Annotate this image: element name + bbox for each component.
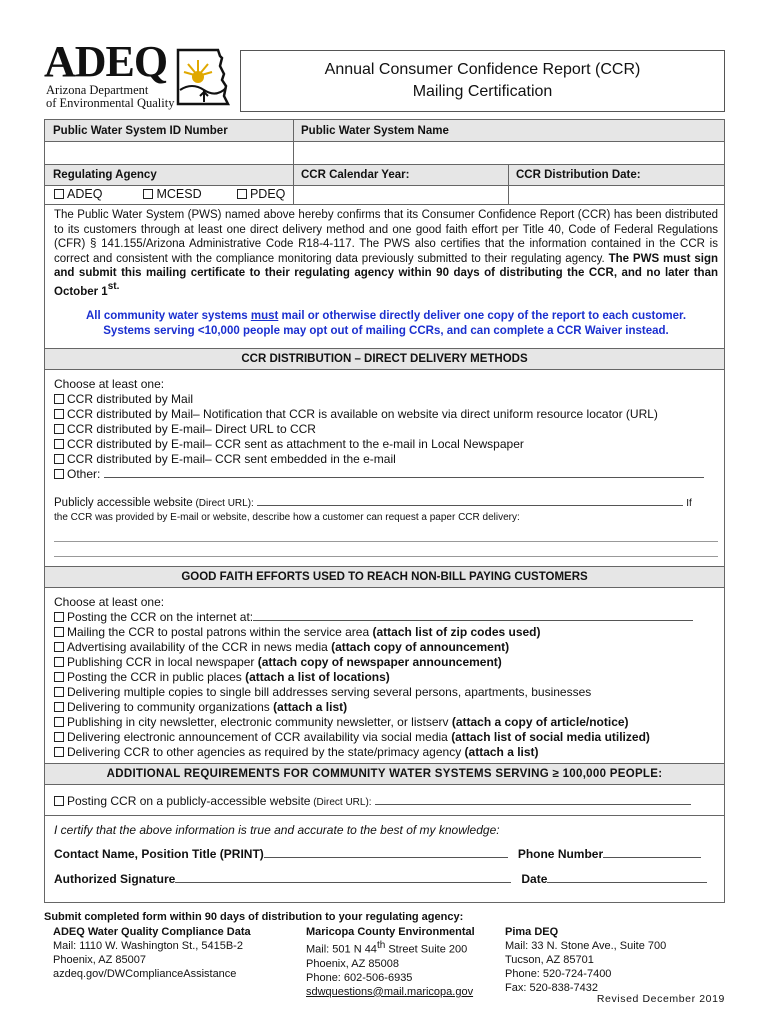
adeq-city: Phoenix, AZ 85007 bbox=[53, 954, 146, 966]
direct-item-label: CCR distributed by E-mail– CCR sent embedded in the e-mail bbox=[67, 452, 396, 466]
maricopa-email[interactable]: sdwquestions@mail.maricopa.gov bbox=[306, 985, 474, 998]
good-faith-text: Delivering CCR to other agencies as required by the state/primacy agency bbox=[67, 745, 465, 759]
form-title bbox=[240, 50, 725, 112]
paper-request-line-1[interactable] bbox=[54, 533, 718, 542]
checkbox[interactable] bbox=[54, 702, 64, 712]
checkbox[interactable] bbox=[54, 612, 64, 622]
good-faith-bold: (attach a list) bbox=[464, 745, 539, 759]
signature-input[interactable] bbox=[175, 873, 511, 883]
checkbox[interactable] bbox=[54, 469, 64, 479]
regulating-agency-label: Regulating Agency bbox=[53, 169, 157, 181]
agency-option-mcesd[interactable] bbox=[143, 187, 233, 201]
footer-pima bbox=[505, 925, 666, 995]
notice-line-2: Systems serving <10,000 people may opt out of mailing CCRs, and can complete a CCR Waiver instead. bbox=[103, 325, 669, 337]
adeq-title: ADEQ Water Quality Compliance Data bbox=[53, 926, 251, 938]
logo-line-2: of Environmental Quality bbox=[46, 96, 175, 110]
signature-label: Authorized Signature bbox=[54, 872, 176, 886]
notice-1b: mail or otherwise directly deliver one copy of the report to each customer. bbox=[278, 310, 687, 322]
direct-item-label: CCR distributed by E-mail– CCR sent as attachment to the e-mail in Local Newspaper bbox=[67, 437, 524, 451]
pima-fax: Fax: 520-838-7432 bbox=[505, 982, 598, 994]
good-faith-item[interactable] bbox=[54, 655, 718, 670]
maricopa-mail-a: Mail: 501 N 44 bbox=[306, 943, 377, 956]
if-text: If bbox=[686, 498, 692, 509]
internet-url-input[interactable] bbox=[253, 611, 693, 621]
agency-option-adeq[interactable] bbox=[54, 187, 140, 201]
checkbox[interactable] bbox=[54, 732, 64, 742]
good-faith-text: Publishing CCR in local newspaper bbox=[67, 655, 258, 669]
pima-mail: Mail: 33 N. Stone Ave., Suite 700 bbox=[505, 940, 667, 952]
checkbox-pdeq[interactable] bbox=[237, 189, 247, 199]
notice-block bbox=[54, 309, 718, 339]
contact-input[interactable] bbox=[264, 848, 508, 858]
checkbox[interactable] bbox=[54, 394, 64, 404]
good-faith-text: Delivering multiple copies to single bill addresses serving several persons, apartments, businesses bbox=[67, 685, 592, 699]
additional-row[interactable] bbox=[54, 794, 718, 810]
direct-item-label: CCR distributed by Mail bbox=[67, 392, 194, 406]
checkbox-adeq[interactable] bbox=[54, 189, 64, 199]
notice-line-1 bbox=[54, 309, 718, 324]
notice-1a: All community water systems bbox=[85, 310, 251, 322]
additional-posting-small: (Direct URL): bbox=[310, 797, 372, 808]
footer-heading: Submit completed form within 90 days of distribution to your regulating agency: bbox=[44, 911, 464, 923]
good-faith-bold: (attach a list of locations) bbox=[245, 670, 390, 684]
divider bbox=[45, 815, 724, 816]
intro-paragraph bbox=[54, 208, 718, 299]
checkbox[interactable] bbox=[54, 717, 64, 727]
website-input[interactable] bbox=[257, 496, 683, 506]
checkbox[interactable] bbox=[54, 747, 64, 757]
divider bbox=[293, 164, 294, 204]
website-label: Publicly accessible website bbox=[54, 497, 193, 509]
good-faith-item[interactable] bbox=[54, 625, 718, 640]
direct-other-label: Other: bbox=[67, 467, 101, 481]
agency-option-pdeq[interactable] bbox=[237, 187, 285, 201]
good-faith-item[interactable] bbox=[54, 685, 718, 700]
logo-line-1: Arizona Department bbox=[46, 83, 149, 97]
contact-label: Contact Name, Position Title (PRINT) bbox=[54, 847, 264, 861]
paper-request-line-2[interactable] bbox=[54, 548, 718, 557]
good-faith-text: Mailing the CCR to postal patrons within the service area bbox=[67, 625, 373, 639]
direct-item-label: CCR distributed by E-mail– Direct URL to CCR bbox=[67, 422, 316, 436]
good-faith-text: Posting the CCR on the internet at: bbox=[67, 610, 254, 624]
contact-row bbox=[54, 847, 718, 862]
date-label: Date bbox=[521, 872, 548, 886]
checkbox[interactable] bbox=[54, 409, 64, 419]
direct-item[interactable] bbox=[54, 407, 718, 422]
pws-id-field[interactable] bbox=[45, 142, 293, 164]
direct-item-label: CCR distributed by Mail– Notification that CCR is available on website via direct uniform resource locator (URL) bbox=[67, 407, 658, 421]
website-small: (Direct URL): bbox=[192, 498, 254, 509]
footer-maricopa bbox=[306, 925, 475, 999]
website-row bbox=[54, 496, 718, 524]
good-faith-text: Publishing in city newsletter, electronic community newsletter, or listserv bbox=[67, 715, 452, 729]
title-line-1: Annual Consumer Confidence Report (CCR) bbox=[324, 61, 641, 78]
intro-bold: The PWS must sign and submit this mailing certificate to their regulating agency within 90 days of distributing the CCR, and no later than October 1 bbox=[54, 252, 718, 298]
calendar-year-label: CCR Calendar Year: bbox=[301, 169, 410, 181]
certify-statement: I certify that the above information is true and accurate to the best of my knowledge: bbox=[54, 823, 500, 837]
checkbox[interactable] bbox=[54, 439, 64, 449]
phone-label: Phone Number bbox=[517, 847, 604, 861]
maricopa-title: Maricopa County Environmental bbox=[306, 926, 475, 938]
good-faith-text: Delivering electronic announcement of CCR availability via social media bbox=[67, 730, 452, 744]
good-faith-item[interactable] bbox=[54, 745, 718, 760]
direct-choose: Choose at least one: bbox=[54, 377, 165, 391]
distribution-date-label: CCR Distribution Date: bbox=[516, 169, 641, 181]
checkbox[interactable] bbox=[54, 424, 64, 434]
good-faith-bold: (attach list of zip codes used) bbox=[372, 625, 541, 639]
direct-other[interactable] bbox=[54, 467, 718, 482]
good-faith-item[interactable] bbox=[54, 715, 718, 730]
good-faith-item[interactable] bbox=[54, 670, 718, 685]
good-faith-item[interactable] bbox=[54, 610, 718, 625]
good-faith-text: Posting the CCR in public places bbox=[67, 670, 246, 684]
intro-bold-sup: st. bbox=[107, 281, 120, 293]
divider bbox=[45, 204, 724, 205]
date-input[interactable] bbox=[547, 873, 707, 883]
agency-mcesd-label: MCESD bbox=[156, 187, 202, 201]
agency-pdeq-label: PDEQ bbox=[249, 187, 286, 201]
notice-1u: must bbox=[250, 310, 279, 322]
good-faith-list bbox=[54, 595, 718, 760]
adeq-website[interactable]: azdeq.gov/DWComplianceAssistance bbox=[53, 968, 237, 980]
good-faith-text: Advertising availability of the CCR in news media bbox=[67, 640, 332, 654]
good-faith-bold: (attach a list) bbox=[273, 700, 348, 714]
other-input[interactable] bbox=[104, 468, 704, 478]
checkbox[interactable] bbox=[54, 642, 64, 652]
divider bbox=[508, 164, 509, 204]
pws-name-field[interactable] bbox=[294, 142, 725, 164]
good-faith-bold: (attach a copy of article/notice) bbox=[451, 715, 629, 729]
additional-heading: ADDITIONAL REQUIREMENTS FOR COMMUNITY WATER SYSTEMS SERVING ≥ 100,000 PEOPLE: bbox=[45, 763, 724, 785]
checkbox[interactable] bbox=[54, 672, 64, 682]
adeq-mail: Mail: 1110 W. Washington St., 5415B-2 bbox=[53, 940, 243, 952]
good-faith-item[interactable] bbox=[54, 700, 718, 715]
pws-id-label: Public Water System ID Number bbox=[53, 125, 228, 137]
good-faith-heading: GOOD FAITH EFFORTS USED TO REACH NON-BILL PAYING CUSTOMERS bbox=[45, 566, 724, 588]
good-faith-choose: Choose at least one: bbox=[54, 595, 165, 609]
good-faith-bold: (attach copy of announcement) bbox=[331, 640, 510, 654]
checkbox[interactable] bbox=[54, 796, 64, 806]
direct-item[interactable] bbox=[54, 437, 718, 452]
maricopa-mail bbox=[306, 939, 475, 957]
agency-options bbox=[54, 187, 285, 201]
checkbox[interactable] bbox=[54, 657, 64, 667]
direct-item[interactable] bbox=[54, 422, 718, 437]
additional-posting-label: Posting CCR on a publicly-accessible website bbox=[67, 794, 311, 808]
good-faith-item[interactable] bbox=[54, 640, 718, 655]
pima-city: Tucson, AZ 85701 bbox=[505, 954, 594, 966]
maricopa-mail-sup: th bbox=[376, 940, 386, 951]
maricopa-city: Phoenix, AZ 85008 bbox=[306, 957, 399, 970]
direct-item[interactable] bbox=[54, 452, 718, 467]
pima-title: Pima DEQ bbox=[505, 926, 559, 938]
checkbox[interactable] bbox=[54, 627, 64, 637]
checkbox[interactable] bbox=[54, 454, 64, 464]
good-faith-bold: (attach list of social media utilized) bbox=[451, 730, 650, 744]
pima-phone: Phone: 520-724-7400 bbox=[505, 968, 612, 980]
good-faith-bold: (attach copy of newspaper announcement) bbox=[257, 655, 502, 669]
maricopa-mail-b: Street Suite 200 bbox=[385, 943, 468, 956]
checkbox-mcesd[interactable] bbox=[143, 189, 153, 199]
adeq-logo bbox=[44, 37, 234, 110]
logo-wordmark: ADEQ bbox=[44, 37, 168, 86]
paper-request-label: the CCR was provided by E-mail or website, describe how a customer can request a paper CCR delivery: bbox=[54, 512, 520, 523]
direct-delivery-list bbox=[54, 377, 718, 482]
footer-adeq bbox=[53, 925, 251, 981]
additional-url-input[interactable] bbox=[375, 795, 691, 805]
certification-form bbox=[44, 119, 725, 903]
agency-adeq-label: ADEQ bbox=[67, 187, 103, 201]
direct-delivery-heading: CCR DISTRIBUTION – DIRECT DELIVERY METHODS bbox=[45, 348, 724, 370]
revision-date: Revised December 2019 bbox=[596, 993, 725, 1005]
good-faith-text: Delivering to community organizations bbox=[67, 700, 274, 714]
checkbox[interactable] bbox=[54, 687, 64, 697]
good-faith-item[interactable] bbox=[54, 730, 718, 745]
phone-input[interactable] bbox=[603, 848, 701, 858]
signature-row bbox=[54, 872, 718, 887]
title-line-2: Mailing Certification bbox=[412, 83, 553, 100]
intro-text: The Public Water System (PWS) named above hereby confirms that its Consumer Confidence Report (CCR) has been distributed to its customers through at least one direct delivery method and one good faith effort per Title 40, Code of Federal Regulations (CFR) § 141.155/Arizona Administrative Code R18-4-117. The PWS also certifies that the information contained in the CCR is correct and consistent with the compliance monitoring data previously submitted to their regulating agency. bbox=[54, 209, 718, 265]
pws-name-label: Public Water System Name bbox=[301, 125, 449, 137]
arizona-sun-icon bbox=[176, 46, 236, 106]
direct-item[interactable] bbox=[54, 392, 718, 407]
maricopa-phone: Phone: 602-506-6935 bbox=[306, 971, 413, 984]
